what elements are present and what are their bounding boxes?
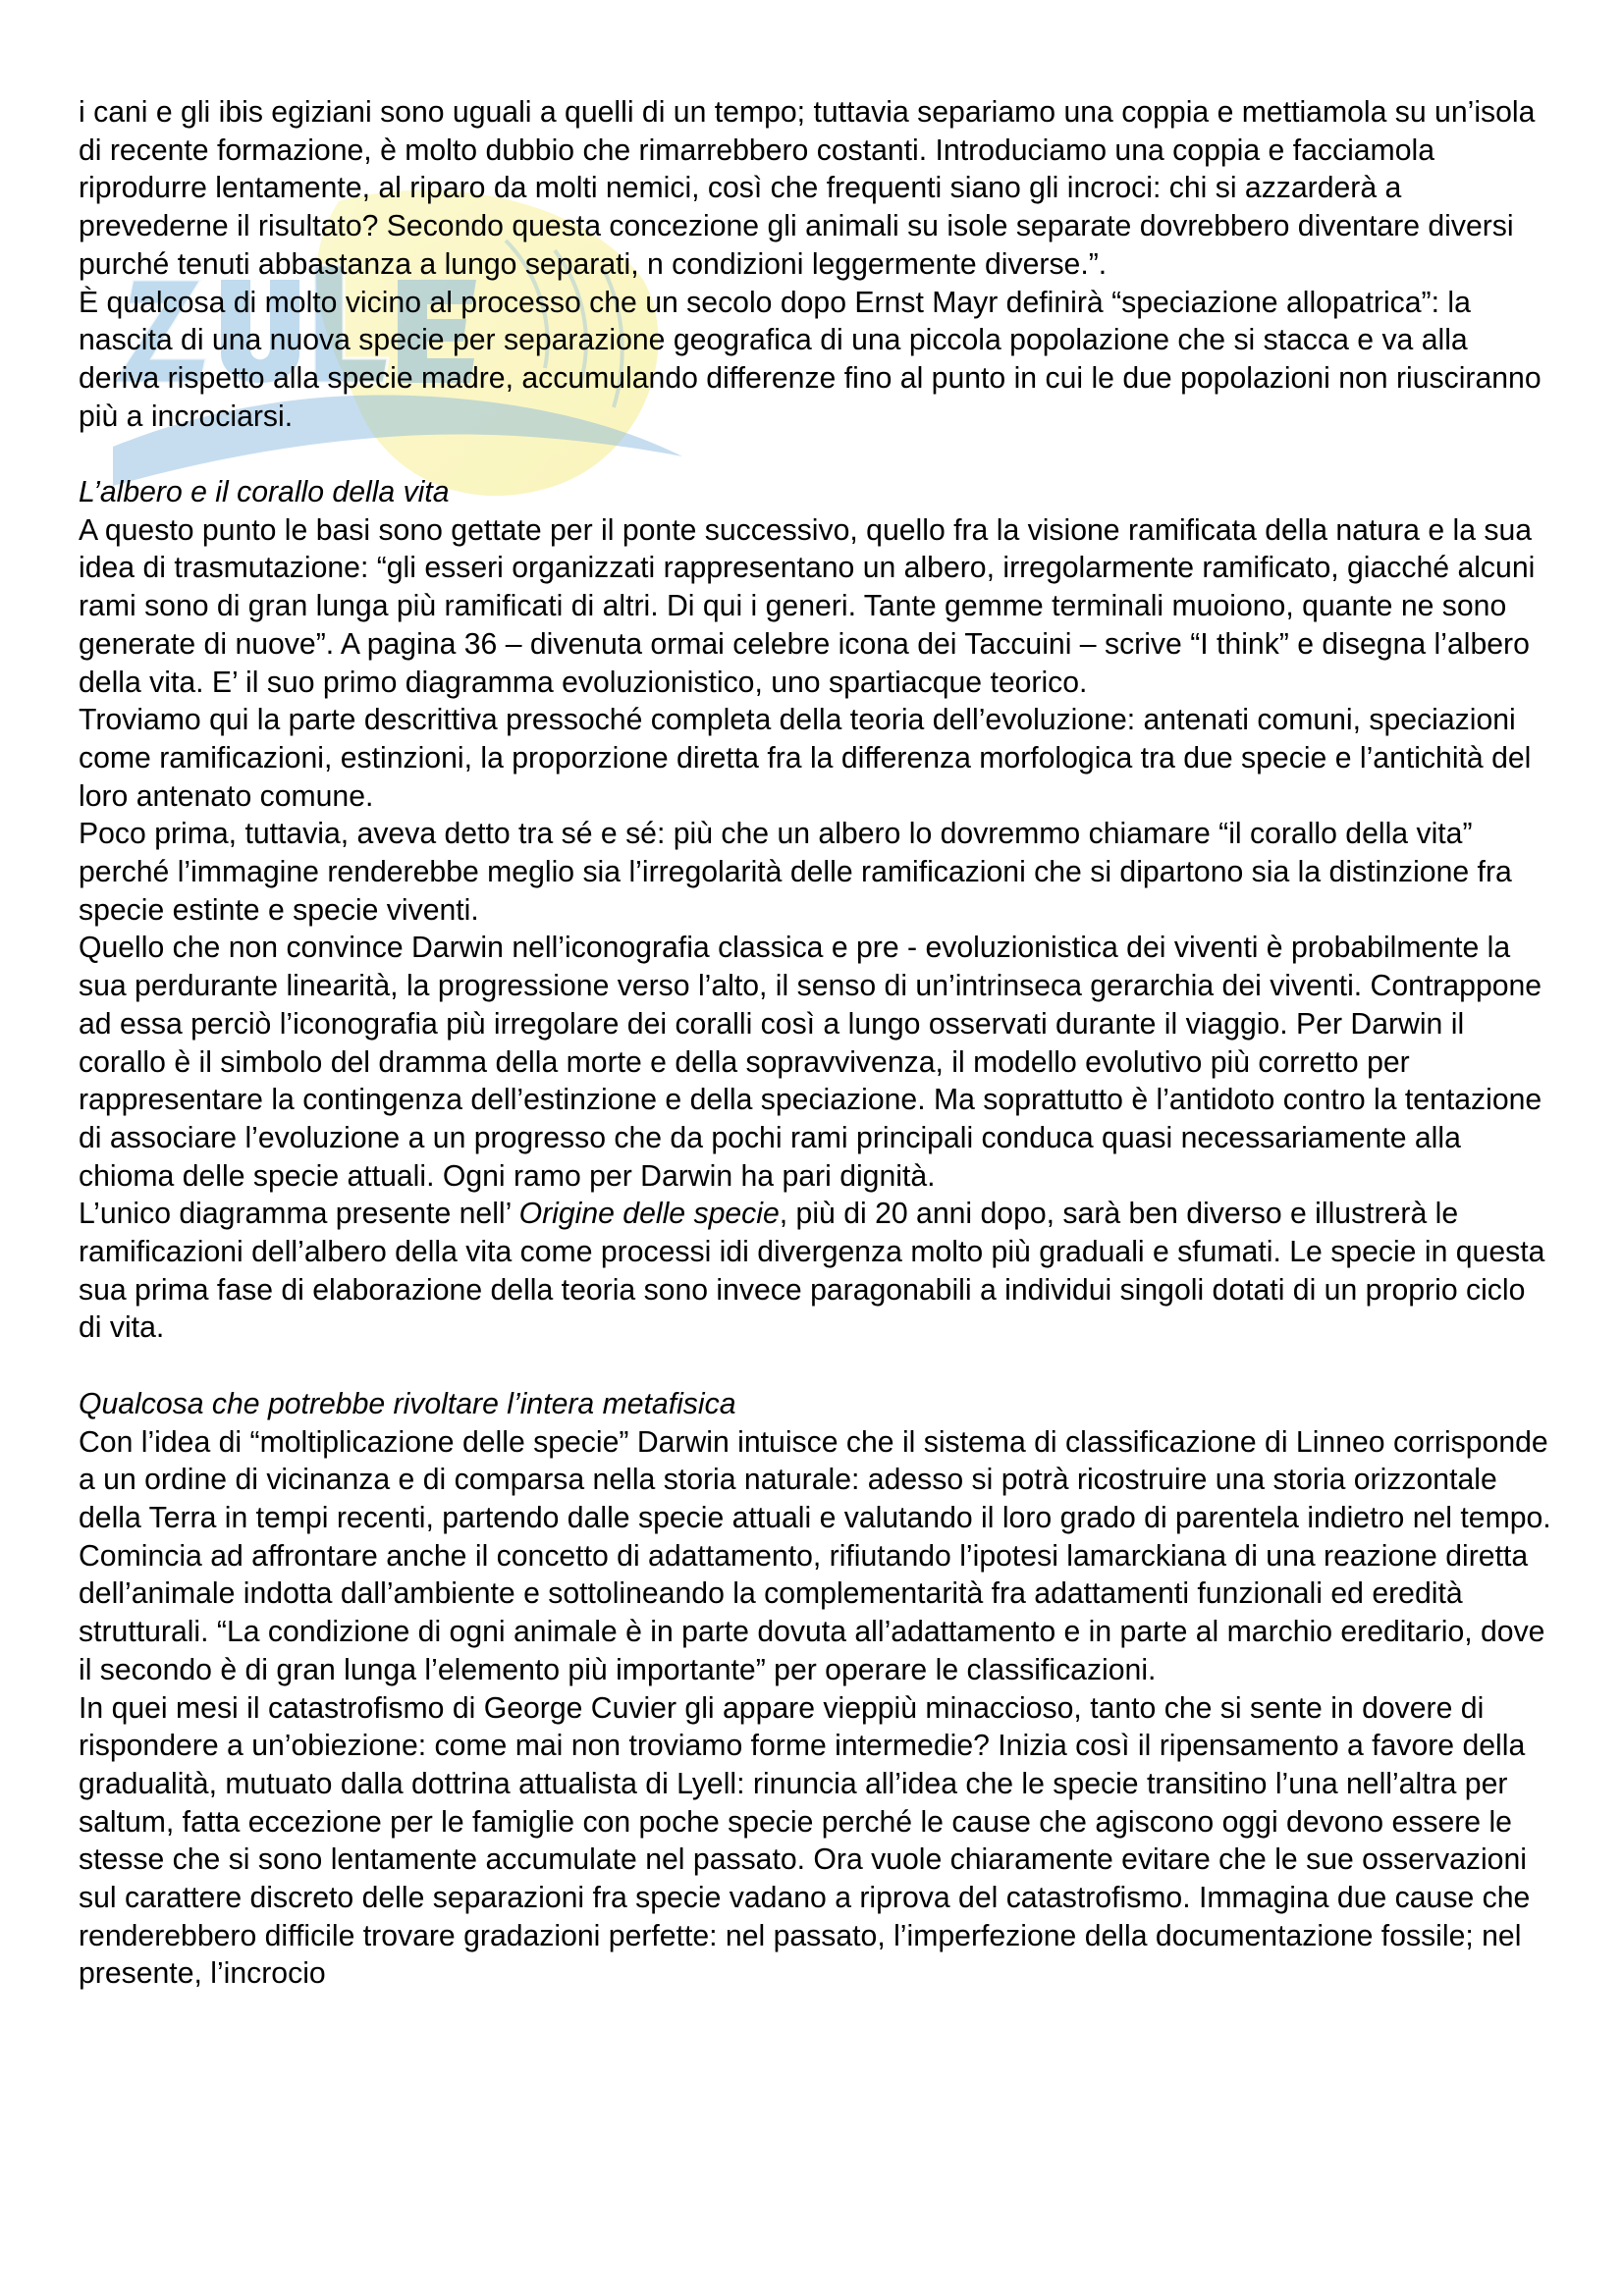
body-paragraph: Con l’idea di “moltiplicazione delle specie” Darwin intuisce che il sistema di classificazione di Linneo corrisponde a un ordine di vicinanza e di comparsa nella storia naturale: adesso si potrà ricostruire una storia orizzontale della Terra in tempi recenti, partendo dalle specie attuali e valutando il loro grado di parentela indietro nel tempo. Comincia ad affrontare anche il concetto di adattamento, rifiutando l’ipotesi lamarckiana di una reazione diretta dell’animale indotta dall’ambiente e sottolineando la complementarità fra adattamenti funzionali ed eredità strutturali. “La condizione di ogni animale è in parte dovuta all’adattamento e in parte al marchio ereditario, dove il secondo è di gran lunga l’elemento più importante” per operare le classificazioni. <box>79 1425 1551 1686</box>
paragraph-spacer <box>79 1348 1556 1386</box>
text-run: L’unico diagramma presente nell’ <box>79 1198 519 1231</box>
body-paragraph: È qualcosa di molto vicino al processo che un secolo dopo Ernst Mayr definirà “speciazione allopatrica”: la nascita di una nuova specie per separazione geografica di una piccola popolazione che si stacca e va alla deriva rispetto alla specie madre, accumulando differenze fino al punto in cui le due popolazioni non riusciranno più a incrociarsi. <box>79 286 1542 433</box>
body-paragraph <box>79 1196 1556 1348</box>
body-paragraph: i cani e gli ibis egiziani sono uguali a quelli di un tempo; tuttavia separiamo una coppia e mettiamola su un’isola di recente formazione, è molto dubbio che rimarrebbero costanti. Introduciamo una coppia e facciamola riprodurre lentamente, al riparo da molti nemici, così che frequenti siano gli incroci: chi si azzarderà a prevederne il risultato? Secondo questa concezione gli animali su isole separate dovrebbero diventare diversi purché tenuti abbastanza a lungo separati, n condizioni leggermente diverse.”. <box>79 96 1536 281</box>
book-title-italic: Origine delle specie <box>518 1198 780 1231</box>
section-title: Qualcosa che potrebbe rivoltare l’intera metafisica <box>79 1387 736 1420</box>
document-page <box>79 94 1556 1994</box>
paragraph-spacer <box>79 436 1556 474</box>
body-paragraph: In quei mesi il catastrofismo di George Cuvier gli appare vieppiù minaccioso, tanto che si sente in dovere di rispondere a un’obiezione: come mai non troviamo forme intermedie? Inizia così il ripensamento a favore della gradualità, mutuato dalla dottrina attualista di Lyell: rinuncia all’idea che le specie transitino l’una nell’altra per saltum, fatta eccezione per le famiglie con poche specie perché le cause che agiscono oggi devono essere le stesse che si sono lentamente accumulate nel passato. Ora vuole chiaramente evitare che le sue osservazioni sul carattere discreto delle separazioni fra specie vadano a riprova del catastrofismo. Immagina due cause che renderebbero difficile trovare gradazioni perfette: nel passato, l’imperfezione della documentazione fossile; nel presente, l’incrocio <box>79 1691 1531 1991</box>
section-title: L’albero e il corallo della vita <box>79 476 450 509</box>
body-paragraph: A questo punto le basi sono gettate per il ponte successivo, quello fra la visione ramificata della natura e la sua idea di trasmutazione: “gli esseri organizzati rappresentano un albero, irregolarmente ramificato, giacché alcuni rami sono di gran lunga più ramificati di altri. Di qui i generi. Tante gemme terminali muoiono, quante ne sono generate di nuove”. A pagina 36 – divenuta ormai celebre icona dei Taccuini – scrive “I think” e disegna l’albero della vita. E’ il suo primo diagramma evoluzionistico, uno spartiacque teorico. <box>79 513 1536 699</box>
body-paragraph: Quello che non convince Darwin nell’iconografia classica e pre - evoluzionistica dei viventi è probabilmente la sua perdurante linearità, la progressione verso l’alto, il senso di un’intrinseca gerarchia dei viventi. Contrappone ad essa perciò l’iconografia più irregolare dei coralli così a lungo osservati durante il viaggio. Per Darwin il corallo è il simbolo del dramma della morte e della sopravvivenza, il modello evolutivo più corretto per rappresentare la contingenza dell’estinzione e della speciazione. Ma soprattutto è l’antidoto contro la tentazione di associare l’evoluzione a un progresso che da pochi rami principali conduca quasi necessariamente alla chioma delle specie attuali. Ogni ramo per Darwin ha pari dignità. <box>79 932 1542 1193</box>
body-paragraph: Poco prima, tuttavia, aveva detto tra sé e sé: più che un albero lo dovremmo chiamare “il corallo della vita” perché l’immagine renderebbe meglio sia l’irregolarità delle ramificazioni che si dipartono sia la distinzione fra specie estinte e specie viventi. <box>79 818 1512 927</box>
text-run: , più di 20 anni dopo, sarà ben diverso e illustrerà le ramificazioni dell’albero della vita come processi idi divergenza molto più graduali e sfumati. Le specie in questa sua prima fase di elaborazione della teoria sono invece paragonabili a individui singoli dotati di un proprio ciclo di vita. <box>79 1198 1545 1345</box>
body-paragraph: Troviamo qui la parte descrittiva pressoché completa della teoria dell’evoluzione: antenati comuni, speciazioni come ramificazioni, estinzioni, la proporzione diretta fra la differenza morfologica tra due specie e l’antichità del loro antenato comune. <box>79 704 1532 813</box>
